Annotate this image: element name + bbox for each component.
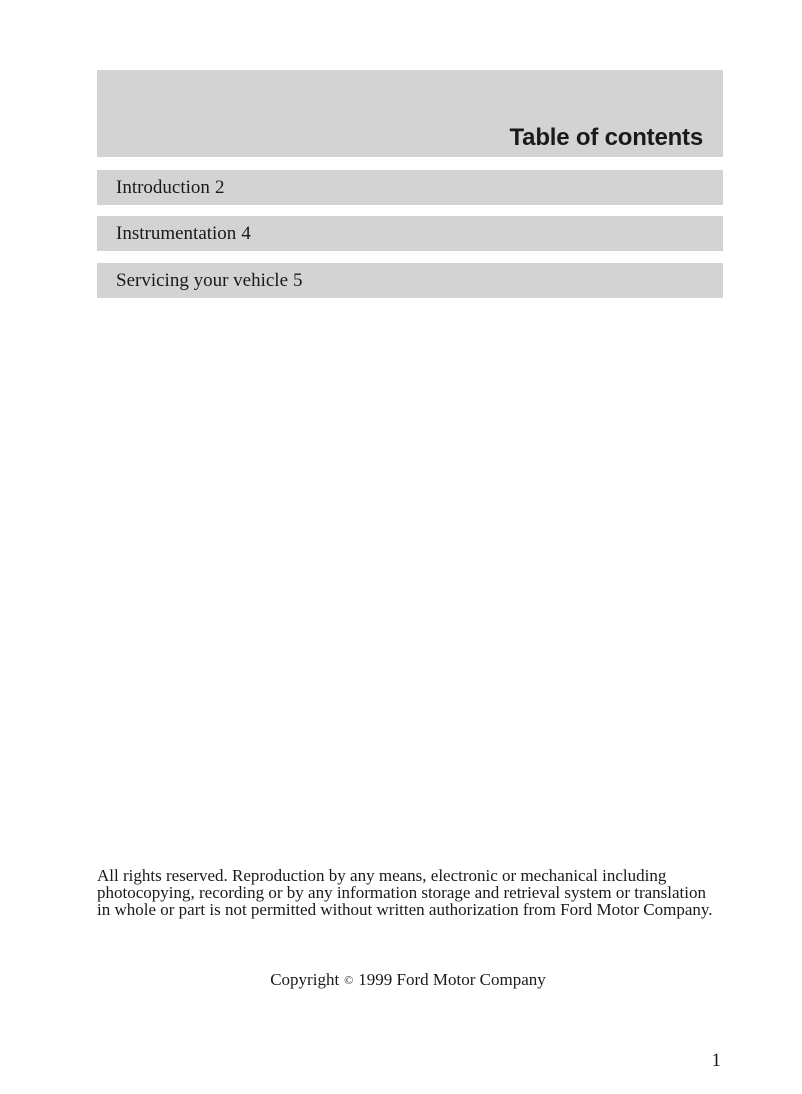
toc-item-page: 2 [214,176,225,198]
toc-item-title: Introduction [116,176,210,198]
copyright-label: Copyright [270,970,340,989]
toc-item-page: 5 [293,269,303,291]
page-title: Table of contents [509,124,703,151]
page-number: 1 [711,1050,721,1071]
toc-item-page: 4 [241,222,251,244]
title-banner [97,70,723,157]
copyright-icon: © [344,973,354,987]
toc-item-title: Servicing your vehicle [116,269,289,291]
toc-item-servicing[interactable] [97,263,723,298]
copyright-line [0,970,802,990]
toc-item-introduction[interactable] [97,170,723,205]
toc-item-instrumentation[interactable] [97,216,723,251]
rights-notice: All rights reserved. Reproduction by any means, electronic or mechanical including photocopying, recording or by any information storage and retrieval system or translation in whole or part is not permitted without written authorization from Ford Motor Company. [97,866,713,919]
toc-item-title: Instrumentation [116,222,237,244]
copyright-holder: 1999 Ford Motor Company [358,970,546,989]
